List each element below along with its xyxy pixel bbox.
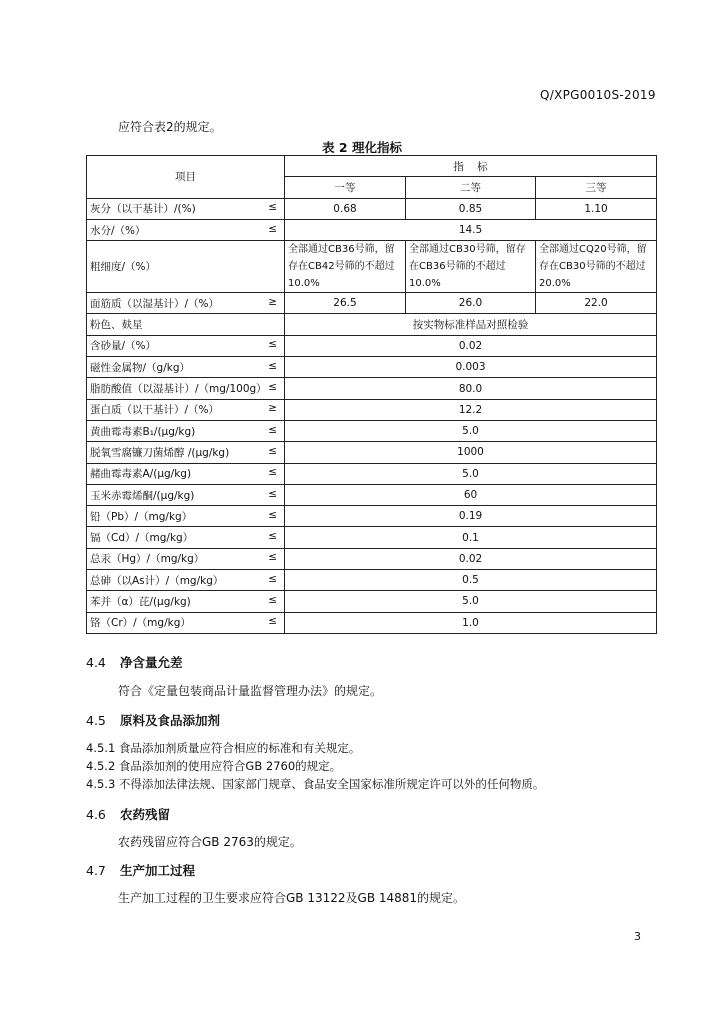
row-value: 0.02 [285, 548, 657, 569]
header-item: 项目 [87, 156, 285, 199]
row-item-label: 铬（Cr）/（mg/kg） [90, 617, 191, 630]
row-comparison-symbol: ≤ [268, 615, 277, 628]
row-item-cell [87, 293, 285, 314]
row-item-label: 黄曲霉毒素B₁/(μg/kg) [90, 425, 196, 438]
row-item-label: 铅（Pb）/（mg/kg） [90, 510, 193, 523]
row-comparison-symbol: ≤ [268, 572, 277, 585]
grade-2: 二等 [406, 177, 536, 198]
row-item-cell [87, 357, 285, 378]
row-item-label: 粗细度/（%） [90, 261, 157, 274]
row-item-cell [87, 219, 285, 240]
page-number: 3 [634, 930, 641, 943]
document-number: Q/XPG0010S-2019 [540, 88, 656, 102]
row-value-grade-3: 1.10 [536, 198, 657, 219]
row-value: 按实物标准样品对照检验 [285, 314, 657, 335]
row-comparison-symbol: ≤ [268, 201, 277, 214]
row-item-label: 总汞（Hg）/（mg/kg） [90, 553, 205, 566]
row-value: 14.5 [285, 219, 657, 240]
table-row [87, 293, 657, 314]
table-caption: 表 2 理化指标 [322, 140, 402, 155]
intro-paragraph: 应符合表2的规定。 [118, 120, 222, 134]
row-value: 5.0 [285, 463, 657, 484]
clause-4-5-1: 4.5.1 食品添加剂质量应符合相应的标准和有关规定。 [86, 741, 361, 755]
section-4-5-heading [86, 711, 220, 729]
row-value: 80.0 [285, 378, 657, 399]
section-number: 4.6 [86, 807, 106, 822]
table-row [87, 527, 657, 548]
clause-4-5-2: 4.5.2 食品添加剂的使用应符合GB 2760的规定。 [86, 759, 342, 773]
row-comparison-symbol: ≤ [268, 338, 277, 351]
table-row [87, 484, 657, 505]
row-item-cell [87, 570, 285, 591]
row-item-cell [87, 484, 285, 505]
row-item-label: 含砂量/（%） [90, 340, 157, 353]
table-row [87, 548, 657, 569]
row-value-grade-2: 26.0 [406, 293, 536, 314]
row-comparison-symbol: ≤ [268, 423, 277, 436]
row-item-label: 赭曲霉毒素A/(μg/kg) [90, 468, 192, 481]
table-row [87, 357, 657, 378]
row-comparison-symbol: ≤ [268, 530, 277, 543]
row-item-label: 脱氧雪腐镰刀菌烯醇 /(μg/kg) [90, 446, 230, 459]
row-comparison-symbol: ≤ [268, 381, 277, 394]
row-item-cell [87, 548, 285, 569]
grade-1: 一等 [285, 177, 406, 198]
table-row [87, 442, 657, 463]
row-comparison-symbol: ≤ [268, 466, 277, 479]
row-value-grade-2: 全部通过CB30号筛，留存在CB36号筛的不超过10.0% [406, 241, 536, 293]
row-item-label: 脂肪酸值（以湿基计）/（mg/100g） [90, 383, 267, 396]
row-item-label: 镉（Cd）/（mg/kg） [90, 532, 194, 545]
row-item-cell [87, 314, 285, 335]
table-header-row [87, 156, 657, 177]
row-item-label: 蛋白质（以干基计）/（%） [90, 404, 220, 417]
table-row [87, 570, 657, 591]
header-index: 指 标 [285, 156, 657, 177]
row-value: 0.1 [285, 527, 657, 548]
section-4-4-heading [86, 653, 183, 671]
row-item-cell [87, 241, 285, 293]
row-comparison-symbol: ≤ [268, 487, 277, 500]
row-value-grade-1: 26.5 [285, 293, 406, 314]
table-row [87, 612, 657, 633]
row-value: 60 [285, 484, 657, 505]
section-title: 净含量允差 [120, 655, 183, 670]
row-item-label: 灰分（以干基计）/(%) [90, 203, 196, 216]
row-comparison-symbol: ≤ [268, 508, 277, 521]
row-value: 12.2 [285, 399, 657, 420]
row-item-label: 玉米赤霉烯酮/(μg/kg) [90, 489, 195, 502]
row-value-grade-1: 0.68 [285, 198, 406, 219]
section-title: 原料及食品添加剂 [120, 713, 221, 728]
row-comparison-symbol: ≥ [268, 295, 277, 308]
row-item-label: 总砷（以As计）/（mg/kg） [90, 574, 224, 587]
row-item-cell [87, 335, 285, 356]
row-value-grade-3: 全部通过CQ20号筛，留存在CB30号筛的不超过20.0% [536, 241, 657, 293]
table-row [87, 463, 657, 484]
row-value: 0.02 [285, 335, 657, 356]
row-item-label: 磁性金属物/（g/kg） [90, 361, 190, 374]
table-row [87, 399, 657, 420]
row-item-cell [87, 463, 285, 484]
section-title: 生产加工过程 [120, 863, 196, 878]
section-4-6-heading [86, 805, 170, 823]
specification-table [86, 155, 657, 634]
row-item-cell [87, 420, 285, 441]
row-comparison-symbol: ≤ [268, 551, 277, 564]
row-comparison-symbol: ≤ [268, 444, 277, 457]
row-comparison-symbol: ≥ [268, 402, 277, 415]
table-row [87, 378, 657, 399]
table-row [87, 198, 657, 219]
row-item-label: 面筋质（以湿基计）/（%） [90, 297, 220, 310]
row-item-label: 水分/（%） [90, 224, 146, 237]
section-number: 4.7 [86, 863, 106, 878]
table-row [87, 219, 657, 240]
row-value-grade-3: 22.0 [536, 293, 657, 314]
row-value: 5.0 [285, 591, 657, 612]
row-value: 0.5 [285, 570, 657, 591]
row-value: 0.003 [285, 357, 657, 378]
row-item-cell [87, 612, 285, 633]
row-value: 1000 [285, 442, 657, 463]
row-item-label: 粉色、麸星 [90, 319, 143, 332]
row-item-cell [87, 198, 285, 219]
table-row [87, 506, 657, 527]
table-row [87, 335, 657, 356]
row-item-label: 苯并（α）芘/(μg/kg) [90, 595, 191, 608]
table-row [87, 241, 657, 293]
row-item-cell [87, 591, 285, 612]
row-item-cell [87, 527, 285, 548]
row-item-cell [87, 506, 285, 527]
row-value: 0.19 [285, 506, 657, 527]
row-value: 5.0 [285, 420, 657, 441]
row-comparison-symbol: ≤ [268, 593, 277, 606]
table-row [87, 420, 657, 441]
section-number: 4.4 [86, 655, 106, 670]
row-item-cell [87, 378, 285, 399]
row-comparison-symbol: ≤ [268, 222, 277, 235]
grade-3: 三等 [536, 177, 657, 198]
table-row [87, 314, 657, 335]
section-number: 4.5 [86, 713, 106, 728]
row-item-cell [87, 442, 285, 463]
table-row [87, 591, 657, 612]
section-4-7-text: 生产加工过程的卫生要求应符合GB 13122及GB 14881的规定。 [118, 891, 466, 905]
clause-4-5-3: 4.5.3 不得添加法律法规、国家部门规章、食品安全国家标准所规定许可以外的任何物质。 [86, 777, 545, 791]
row-value-grade-1: 全部通过CB36号筛，留存在CB42号筛的不超过10.0% [285, 241, 406, 293]
section-4-7-heading [86, 861, 195, 879]
section-title: 农药残留 [120, 807, 171, 822]
section-4-6-text: 农药残留应符合GB 2763的规定。 [118, 835, 302, 849]
row-value: 1.0 [285, 612, 657, 633]
row-item-cell [87, 399, 285, 420]
row-value-grade-2: 0.85 [406, 198, 536, 219]
row-comparison-symbol: ≤ [268, 359, 277, 372]
section-4-4-text: 符合《定量包装商品计量监督管理办法》的规定。 [118, 684, 383, 698]
